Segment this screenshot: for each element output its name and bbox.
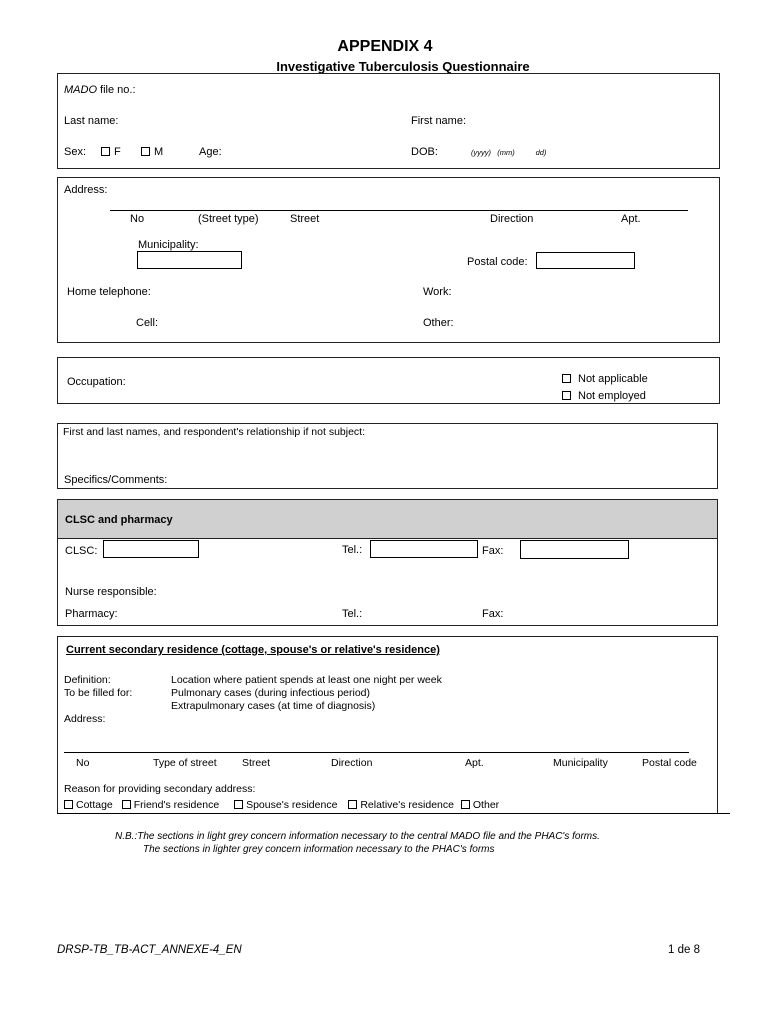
clsc-label: CLSC:: [65, 545, 98, 557]
clsc-fax-label: Fax:: [482, 545, 504, 557]
other-label: Other:: [423, 317, 454, 329]
first-name-label: First name:: [411, 115, 467, 127]
home-telephone-label: Home telephone:: [67, 286, 151, 298]
sex-m-checkbox[interactable]: [141, 147, 150, 156]
not-employed-option[interactable]: [562, 390, 646, 402]
col-municipality: Municipality: [553, 757, 608, 769]
page-subtitle: Investigative Tuberculosis Questionnaire: [276, 59, 530, 74]
nurse-label: Nurse responsible:: [65, 586, 157, 598]
option-cottage[interactable]: Cottage: [64, 799, 113, 811]
age-label: Age:: [199, 146, 222, 158]
clsc-tel-field[interactable]: [370, 540, 478, 558]
reason-label: Reason for providing secondary address:: [64, 783, 256, 795]
not-employed-checkbox[interactable]: [562, 391, 571, 400]
col-type-of-street: Type of street: [153, 757, 217, 769]
option-other[interactable]: Other: [461, 799, 499, 811]
secondary-heading: Current secondary residence (cottage, spouse's or relative's residence): [66, 644, 440, 656]
definition-label: Definition:: [64, 674, 111, 686]
page-title: APPENDIX 4: [337, 38, 433, 55]
spouse-checkbox[interactable]: [234, 800, 243, 809]
not-applicable-option[interactable]: [562, 373, 648, 385]
not-applicable-label: Not applicable: [578, 373, 648, 385]
sex-m-label: M: [154, 146, 164, 158]
clsc-field[interactable]: [103, 540, 199, 558]
occupation-label: Occupation:: [67, 376, 126, 388]
col-no: No: [76, 757, 90, 769]
last-name-label: Last name:: [64, 115, 119, 127]
fill-pulmonary: Pulmonary cases (during infectious period): [171, 687, 371, 699]
sex-f-checkbox[interactable]: [101, 147, 110, 156]
address-street-type: (Street type): [198, 213, 259, 225]
postal-code-label: Postal code:: [467, 256, 528, 268]
option-relative[interactable]: Relative's residence: [348, 799, 454, 811]
address-line: [110, 210, 688, 211]
address-no: No: [130, 213, 145, 225]
clsc-tel-label: Tel.:: [342, 544, 363, 556]
reason-options: [64, 799, 499, 811]
sex-m-option[interactable]: [141, 146, 163, 158]
dob-format: (yyyy) (mm) dd): [471, 148, 547, 157]
sex-label: Sex:: [64, 146, 87, 158]
not-employed-label: Not employed: [578, 390, 646, 402]
footer-page-number: 1 de 8: [668, 944, 700, 956]
clsc-fax-field[interactable]: [520, 540, 629, 559]
municipality-label: Municipality:: [138, 239, 199, 251]
respondent-label: First and last names, and respondent's relationship if not subject:: [63, 426, 366, 438]
col-apt: Apt.: [465, 757, 484, 769]
definition-text: Location where patient spends at least one night per week: [171, 674, 442, 686]
dob-label: DOB:: [411, 146, 438, 158]
fill-label: To be filled for:: [64, 687, 133, 699]
sex-f-label: F: [114, 146, 121, 158]
work-label: Work:: [423, 286, 452, 298]
pharmacy-tel-label: Tel.:: [342, 608, 363, 620]
postal-code-field[interactable]: [536, 252, 635, 269]
mado-italic: MADO: [64, 84, 97, 96]
sex-f-option[interactable]: [101, 146, 121, 158]
cottage-checkbox[interactable]: [64, 800, 73, 809]
mado-file-label: [64, 84, 136, 96]
note-line-1: N.B.:The sections in light grey concern information necessary to the central MADO file and the PHAC's forms.: [115, 831, 600, 842]
clsc-heading: CLSC and pharmacy: [65, 514, 173, 526]
secondary-address-label: Address:: [64, 713, 106, 725]
friend-checkbox[interactable]: [122, 800, 131, 809]
address-apt: Apt.: [621, 213, 641, 225]
municipality-field[interactable]: [137, 251, 242, 269]
not-applicable-checkbox[interactable]: [562, 374, 571, 383]
mado-rest: file no.:: [97, 84, 136, 96]
secondary-address-line: [64, 752, 689, 753]
option-spouse[interactable]: Spouse's residence: [234, 799, 337, 811]
pharmacy-label: Pharmacy:: [65, 608, 118, 620]
col-direction: Direction: [331, 757, 373, 769]
relative-checkbox[interactable]: [348, 800, 357, 809]
cell-label: Cell:: [136, 317, 159, 329]
col-postal-code: Postal code: [642, 757, 697, 769]
fill-extrapulmonary: Extrapulmonary cases (at time of diagnosis): [171, 700, 376, 712]
note-line-2: The sections in lighter grey concern information necessary to the PHAC's forms: [143, 844, 495, 855]
specifics-label: Specifics/Comments:: [64, 474, 168, 486]
section-bottom-rule: [57, 813, 730, 814]
address-street: Street: [290, 213, 320, 225]
address-direction: Direction: [490, 213, 534, 225]
footer-document-code: DRSP-TB_TB-ACT_ANNEXE-4_EN: [57, 944, 242, 956]
pharmacy-fax-label: Fax:: [482, 608, 504, 620]
col-street: Street: [242, 757, 271, 769]
option-friend[interactable]: Friend's residence: [122, 799, 219, 811]
other-checkbox[interactable]: [461, 800, 470, 809]
address-label: Address:: [64, 184, 108, 196]
